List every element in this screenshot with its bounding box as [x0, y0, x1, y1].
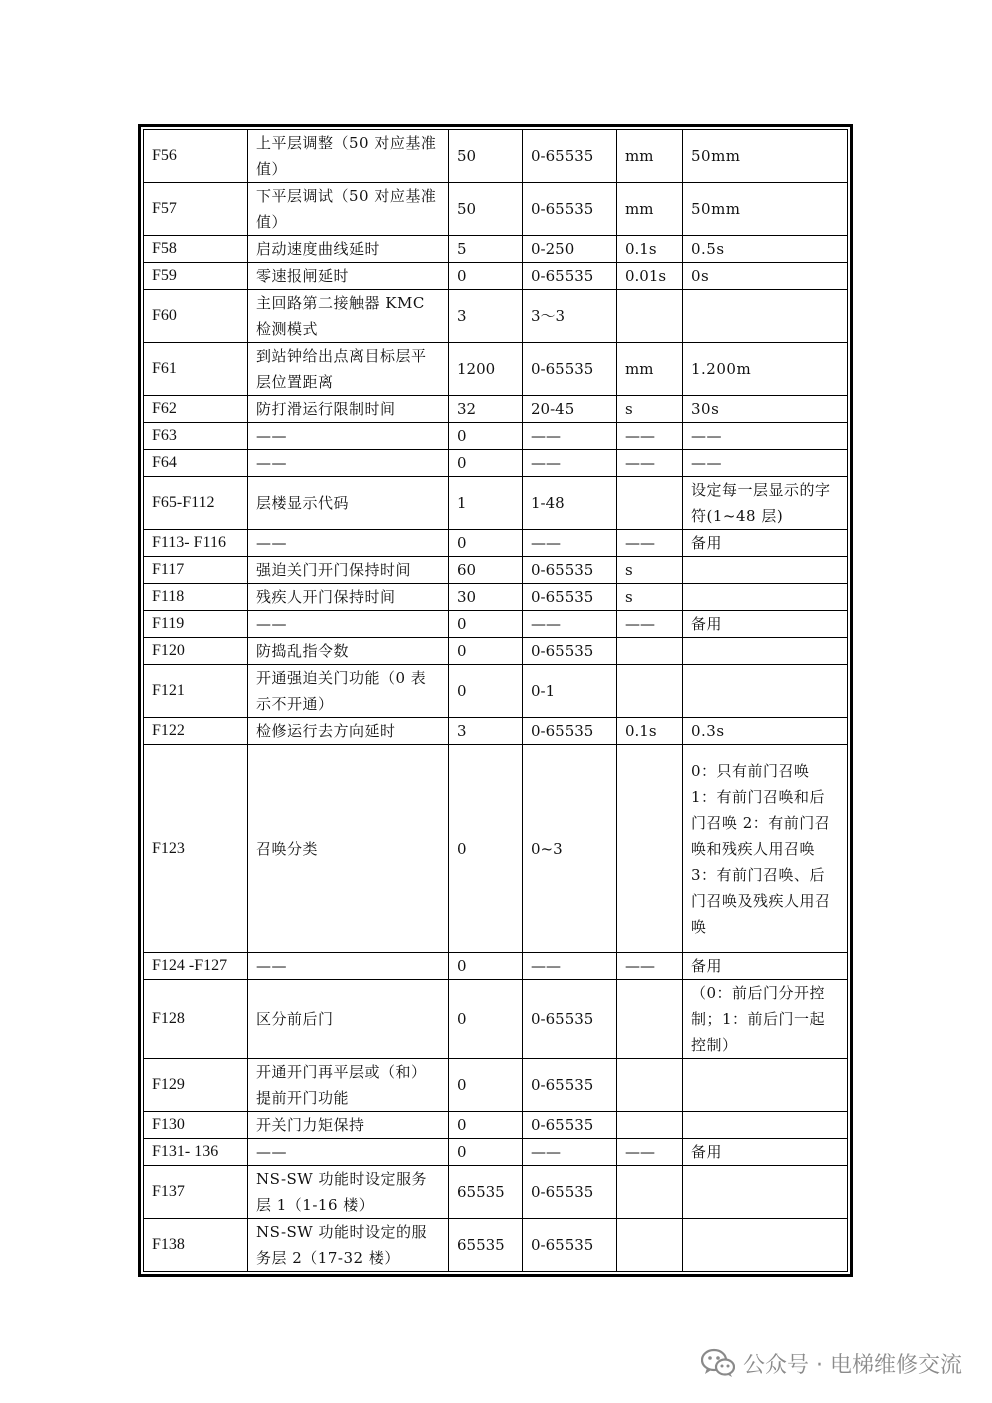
param-code: F130	[144, 1112, 248, 1139]
param-range: ——	[523, 530, 617, 557]
table-row	[144, 718, 848, 745]
param-range: ——	[523, 1139, 617, 1166]
table-row	[144, 450, 848, 477]
param-default: 0	[449, 980, 523, 1059]
table-row	[144, 745, 848, 953]
param-default: 5	[449, 236, 523, 263]
param-name: 开通强迫关门功能（0 表示不开通）	[248, 665, 449, 718]
param-code: F123	[144, 745, 248, 953]
table-row	[144, 396, 848, 423]
param-default: 0	[449, 450, 523, 477]
param-default: 0	[449, 1139, 523, 1166]
param-name: 下平层调试（50 对应基准值）	[248, 183, 449, 236]
param-remark: （0：前后门分开控制；1：前后门一起控制）	[683, 980, 848, 1059]
table-row	[144, 1219, 848, 1272]
param-range: 0-65535	[523, 1059, 617, 1112]
param-unit	[617, 638, 683, 665]
param-name: 防捣乱指令数	[248, 638, 449, 665]
param-default: 1200	[449, 343, 523, 396]
param-unit	[617, 665, 683, 718]
table-row	[144, 1059, 848, 1112]
param-range: ——	[523, 611, 617, 638]
param-code: F64	[144, 450, 248, 477]
param-range: 0-65535	[523, 718, 617, 745]
param-unit: mm	[617, 183, 683, 236]
param-remark: 备用	[683, 611, 848, 638]
param-remark: 0.5s	[683, 236, 848, 263]
param-range: ——	[523, 423, 617, 450]
param-unit: ——	[617, 953, 683, 980]
table-row	[144, 557, 848, 584]
param-unit: ——	[617, 1139, 683, 1166]
param-unit	[617, 1219, 683, 1272]
param-unit	[617, 980, 683, 1059]
param-remark: 0.3s	[683, 718, 848, 745]
param-code: F65-F112	[144, 477, 248, 530]
table-row	[144, 130, 848, 183]
param-remark: 50mm	[683, 130, 848, 183]
param-remark: 50mm	[683, 183, 848, 236]
param-remark: 0s	[683, 263, 848, 290]
param-unit: s	[617, 396, 683, 423]
param-code: F59	[144, 263, 248, 290]
param-default: 0	[449, 423, 523, 450]
param-default: 1	[449, 477, 523, 530]
param-code: F120	[144, 638, 248, 665]
param-unit	[617, 1112, 683, 1139]
param-default: 65535	[449, 1219, 523, 1272]
param-remark: 备用	[683, 530, 848, 557]
param-default: 0	[449, 530, 523, 557]
param-name: 召唤分类	[248, 745, 449, 953]
param-remark: 30s	[683, 396, 848, 423]
param-remark	[683, 290, 848, 343]
param-code: F60	[144, 290, 248, 343]
table-row	[144, 1166, 848, 1219]
param-name: 到站钟给出点离目标层平层位置距离	[248, 343, 449, 396]
param-unit: 0.1s	[617, 718, 683, 745]
param-default: 50	[449, 130, 523, 183]
table-row	[144, 665, 848, 718]
wechat-icon	[701, 1348, 735, 1378]
table-row	[144, 530, 848, 557]
param-range: 0-65535	[523, 980, 617, 1059]
param-code: F56	[144, 130, 248, 183]
param-remark	[683, 1112, 848, 1139]
param-name: 强迫关门开门保持时间	[248, 557, 449, 584]
param-code: F58	[144, 236, 248, 263]
table-row	[144, 236, 848, 263]
param-range: 0~3	[523, 745, 617, 953]
param-name: NS-SW 功能时设定的服务层 2（17-32 楼）	[248, 1219, 449, 1272]
param-code: F62	[144, 396, 248, 423]
param-default: 50	[449, 183, 523, 236]
param-default: 0	[449, 665, 523, 718]
param-remark	[683, 557, 848, 584]
table-row	[144, 263, 848, 290]
param-remark	[683, 1059, 848, 1112]
param-unit: s	[617, 557, 683, 584]
param-code: F121	[144, 665, 248, 718]
param-code: F128	[144, 980, 248, 1059]
param-range: 0-1	[523, 665, 617, 718]
param-code: F61	[144, 343, 248, 396]
param-name: ——	[248, 530, 449, 557]
table-row	[144, 477, 848, 530]
param-range: 0-65535	[523, 1166, 617, 1219]
table-row	[144, 638, 848, 665]
param-code: F119	[144, 611, 248, 638]
param-range: ——	[523, 450, 617, 477]
param-remark: ——	[683, 450, 848, 477]
table-row	[144, 290, 848, 343]
param-name: 层楼显示代码	[248, 477, 449, 530]
param-name: ——	[248, 1139, 449, 1166]
param-default: 65535	[449, 1166, 523, 1219]
param-range: 0-65535	[523, 638, 617, 665]
param-name: 开通开门再平层或（和）提前开门功能	[248, 1059, 449, 1112]
param-range: 0-65535	[523, 557, 617, 584]
param-default: 0	[449, 1059, 523, 1112]
param-name: 开关门力矩保持	[248, 1112, 449, 1139]
param-name: ——	[248, 953, 449, 980]
param-unit: 0.1s	[617, 236, 683, 263]
param-range: 20-45	[523, 396, 617, 423]
param-code: F63	[144, 423, 248, 450]
param-unit: ——	[617, 611, 683, 638]
param-remark	[683, 584, 848, 611]
param-remark	[683, 638, 848, 665]
param-range: 0-65535	[523, 584, 617, 611]
param-name: 主回路第二接触器 KMC 检测模式	[248, 290, 449, 343]
param-default: 0	[449, 745, 523, 953]
param-range: 0-65535	[523, 1112, 617, 1139]
table-row	[144, 584, 848, 611]
param-default: 60	[449, 557, 523, 584]
parameter-table	[138, 124, 853, 1277]
param-name: 防打滑运行限制时间	[248, 396, 449, 423]
param-unit: ——	[617, 423, 683, 450]
param-name: ——	[248, 611, 449, 638]
param-code: F124 -F127	[144, 953, 248, 980]
param-remark	[683, 1166, 848, 1219]
param-range: 0-65535	[523, 263, 617, 290]
param-remark	[683, 665, 848, 718]
param-name: ——	[248, 423, 449, 450]
param-default: 32	[449, 396, 523, 423]
param-unit	[617, 1059, 683, 1112]
table-row	[144, 343, 848, 396]
param-default: 3	[449, 718, 523, 745]
param-remark: 备用	[683, 1139, 848, 1166]
param-unit: mm	[617, 343, 683, 396]
param-code: F131- 136	[144, 1139, 248, 1166]
param-name: 启动速度曲线延时	[248, 236, 449, 263]
param-range: 0-65535	[523, 130, 617, 183]
param-default: 0	[449, 638, 523, 665]
param-code: F113- F116	[144, 530, 248, 557]
param-range: 3～3	[523, 290, 617, 343]
param-code: F138	[144, 1219, 248, 1272]
param-name: 残疾人开门保持时间	[248, 584, 449, 611]
param-default: 30	[449, 584, 523, 611]
param-name: 检修运行去方向延时	[248, 718, 449, 745]
parameter-table-body	[144, 130, 848, 1272]
table-row	[144, 980, 848, 1059]
table-row	[144, 423, 848, 450]
param-remark: ——	[683, 423, 848, 450]
watermark-text: 公众号 · 电梯维修交流	[743, 1352, 962, 1378]
param-unit	[617, 290, 683, 343]
param-range: 0-250	[523, 236, 617, 263]
param-unit	[617, 1166, 683, 1219]
param-default: 0	[449, 263, 523, 290]
param-unit: s	[617, 584, 683, 611]
param-default: 0	[449, 611, 523, 638]
watermark	[701, 1345, 962, 1381]
param-unit: ——	[617, 450, 683, 477]
param-range: ——	[523, 953, 617, 980]
param-unit	[617, 745, 683, 953]
param-code: F57	[144, 183, 248, 236]
param-code: F129	[144, 1059, 248, 1112]
table-row	[144, 1112, 848, 1139]
param-name: 零速报闸延时	[248, 263, 449, 290]
param-unit: 0.01s	[617, 263, 683, 290]
param-range: 0-65535	[523, 1219, 617, 1272]
table-row	[144, 953, 848, 980]
param-remark: 0：只有前门召唤 1：有前门召唤和后门召唤 2：有前门召唤和残疾人用召唤 3：有前门召唤、后门召唤及残疾人用召唤	[683, 745, 848, 953]
param-default: 0	[449, 953, 523, 980]
param-unit: mm	[617, 130, 683, 183]
table-row	[144, 183, 848, 236]
param-name: NS-SW 功能时设定服务层 1（1-16 楼）	[248, 1166, 449, 1219]
param-code: F122	[144, 718, 248, 745]
param-code: F118	[144, 584, 248, 611]
param-range: 1-48	[523, 477, 617, 530]
param-remark: 备用	[683, 953, 848, 980]
param-code: F117	[144, 557, 248, 584]
param-unit: ——	[617, 530, 683, 557]
param-range: 0-65535	[523, 183, 617, 236]
param-unit	[617, 477, 683, 530]
param-default: 3	[449, 290, 523, 343]
table-row	[144, 611, 848, 638]
param-code: F137	[144, 1166, 248, 1219]
param-name: 区分前后门	[248, 980, 449, 1059]
param-range: 0-65535	[523, 343, 617, 396]
param-remark: 1.200m	[683, 343, 848, 396]
param-remark	[683, 1219, 848, 1272]
param-name: 上平层调整（50 对应基准值）	[248, 130, 449, 183]
param-default: 0	[449, 1112, 523, 1139]
param-name: ——	[248, 450, 449, 477]
table-row	[144, 1139, 848, 1166]
param-remark: 设定每一层显示的字符(1~48 层)	[683, 477, 848, 530]
